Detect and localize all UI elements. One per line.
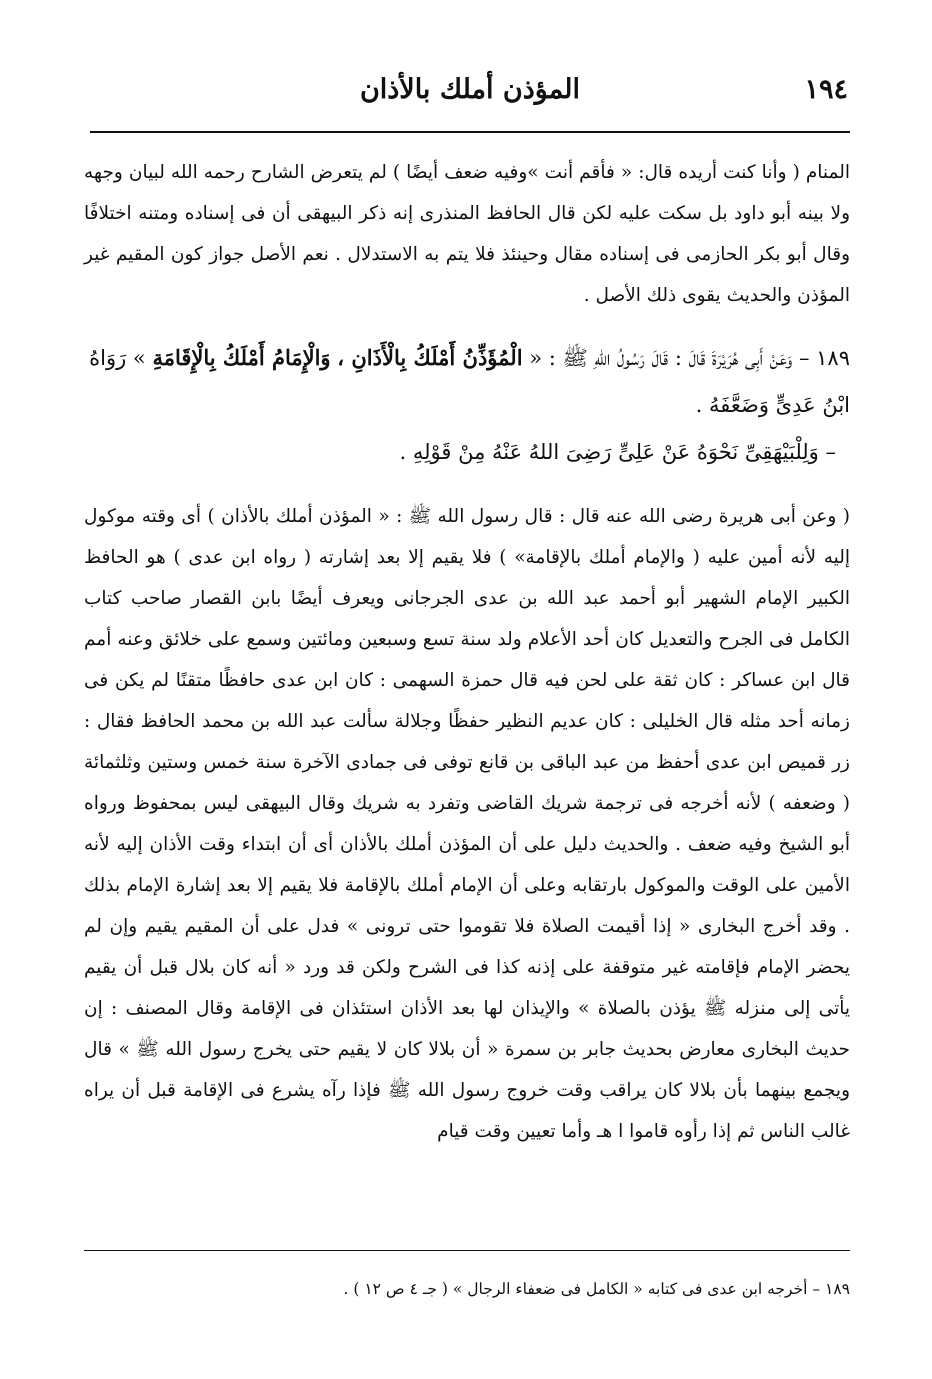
hadith-text-bold-2: وَالْإِمَامُ أَمْلَكُ بِالْإِقَامَةِ — [152, 345, 331, 370]
hadith-addendum: – وَلِلْبَيْهَقِىِّ نَحْوَهُ عَنْ عَلِىٍّ رَضِىَ اللهُ عَنْهُ مِنْ قَوْلِهِ . — [399, 440, 836, 464]
header-rule — [90, 131, 850, 133]
hadith-189 — [84, 334, 850, 476]
page-number: ١٩٤ — [804, 74, 848, 105]
footnote: ١٨٩ – أخرجه ابن عدى فى كتابه « الكامل فى ضعفاء الرجال » ( جـ ٤ ص ١٢ ) . — [343, 1280, 850, 1298]
commentary-top — [84, 152, 850, 316]
hadith-main — [84, 334, 850, 429]
hadith-closing: » رَوَاهُ ابْنُ عَدِىٍّ وَضَعَّفَهُ . — [89, 346, 850, 417]
hadith-number: ١٨٩ – — [798, 346, 850, 370]
page-header — [92, 74, 848, 114]
running-title: المؤذن أملك بالأذان — [359, 74, 581, 105]
commentary-main — [84, 496, 850, 1152]
hadith-intro: وَعَنْ أَبِى هُرَيْرَةَ قَالَ : قَالَ رَسُولُ اللهِ ﷺ : « — [529, 346, 793, 370]
footnote-rule — [84, 1250, 850, 1251]
hadith-text-bold-1: الْمُؤَذِّنُ أَمْلَكُ بِالْأَذَانِ ، — [337, 345, 523, 370]
commentary-main-paragraph: ( وعن أبى هريرة رضى الله عنه قال : قال رسول الله ﷺ : « المؤذن أملك بالأذان ) أى وقته موكول إليه لأنه أمين عليه ( والإمام أملك بالإقامة» ) فلا يقيم إلا بعد إشارته ( رواه ابن عدى ) هو الحافظ الكبير الإمام الشهير أبو أحمد عبد الله بن عدى الجرجانى ويعرف أيضًا بابن القصار صاحب كتاب الكامل فى الجرح والتعديل كان أحد الأعلام ولد سنة تسع وسبعين ومائتين وسمع على خلائق وعنه أمم قال ابن عساكر : كان ثقة على لحن فيه قال حمزة السهمى : كان ابن عدى حافظًا متقنًا لم يكن فى زمانه أحد مثله قال الخليلى : كان عديم النظير حفظًا وجلالة سألت عبد الله بن محمد الحافظ فقال : زر قميص ابن عدى أحفظ من عبد الباقى بن قانع توفى فى جمادى الآخرة سنة خمس وستين وثلثمائة ( وضعفه ) لأنه أخرجه فى ترجمة شريك القاضى وتفرد به شريك وقال البيهقى ليس بمحفوظ ورواه أبو الشيخ وفيه ضعف . والحديث دليل على أن المؤذن أملك بالأذان أى أن ابتداء وقت الأذان إليه لأنه الأمين على الوقت والموكول بارتقابه وعلى أن الإمام أملك بالإقامة فلا يقيم إلا بعد إشارة الإمام بذلك . وقد أخرج البخارى « إذا أقيمت الصلاة فلا تقوموا حتى ترونى » فدل على أن المقيم يقيم وإن لم يحضر الإمام فإقامته غير متوقفة على إذنه كذا فى الشرح ولكن قد ورد « أنه كان بلال قبل أن يقيم يأتى إلى منزله ﷺ يؤذن بالصلاة » والإيذان لها بعد الأذان استئذان فى الإقامة وقال المصنف : إن حديث البخارى معارض بحديث جابر بن سمرة « أن بلالا كان لا يقيم حتى يخرج رسول الله ﷺ » قال ويجمع بينهما بأن بلالا كان يراقب وقت خروج رسول الله ﷺ فإذا رآه يشرع فى الإقامة قبل أن يراه غالب الناس ثم إذا رأوه قاموا ا هـ وأما تعيين وقت قيام — [84, 506, 850, 1142]
commentary-top-paragraph: المنام ( وأنا كنت أريده قال: « فأقم أنت »وفيه ضعف أيضًا ) لم يتعرض الشارح رحمه الله لبيان وجهه ولا بينه أبو داود بل سكت عليه لكن قال الحافظ المنذرى إنه ذكر البيهقى أن فى إسناده ومتنه اختلافًا وقال أبو بكر الحازمى فى إسناده مقال وحينئذ فلا يتم به الاستدلال . نعم الأصل جواز كون المقيم غير المؤذن والحديث يقوى ذلك الأصل . — [84, 162, 850, 306]
